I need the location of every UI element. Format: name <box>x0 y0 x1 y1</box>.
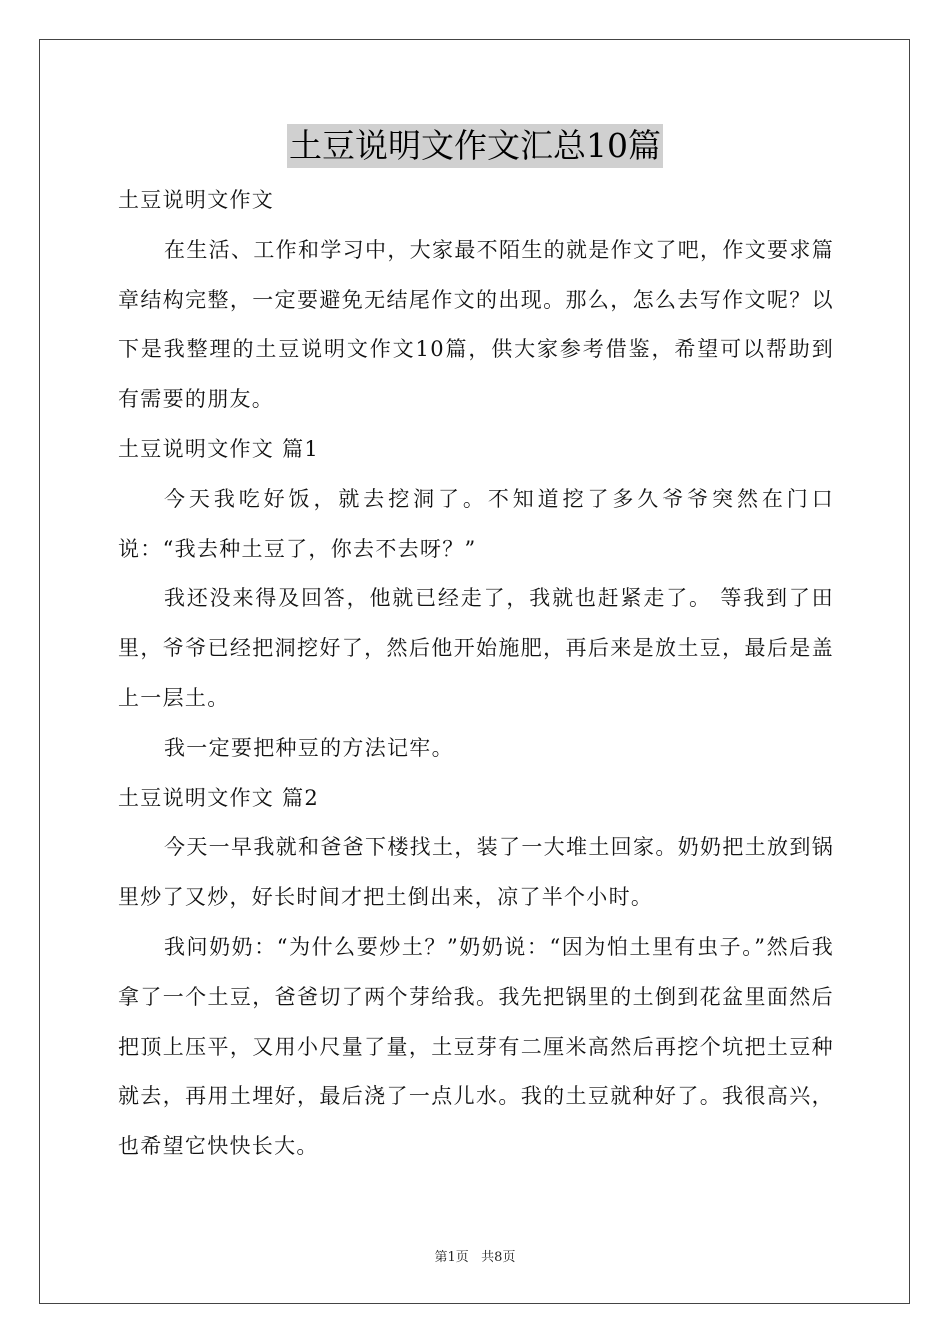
document-body <box>118 176 834 1172</box>
section-1-paragraph-1: 今天我吃好饭，就去挖洞了。不知道挖了多久爷爷突然在门口说：“我去种土豆了，你去不去呀？” <box>118 486 834 561</box>
section-heading-1: 土豆说明文作文 篇1 <box>118 436 320 461</box>
intro-heading: 土豆说明文作文 <box>118 188 275 212</box>
section-1-paragraph-3: 我一定要把种豆的方法记牢。 <box>164 735 454 760</box>
section-2-paragraph-2: 我问奶奶：“为什么要炒土？”奶奶说：“因为怕土里有虫子。”然后我拿了一个土豆，爸爸切了两个芽给我。我先把锅里的土倒到花盆里面然后把顶上压平，又用小尺量了量，土豆芽有二厘米高然后再挖个坑把土豆种就去，再用土埋好，最后浇了一点儿水。我的土豆就种好了。我很高兴，也希望它快快长大。 <box>118 934 834 1159</box>
section-1-paragraph-2: 我还没来得及回答，他就已经走了，我就也赶紧走了。 等我到了田里，爷爷已经把洞挖好了，然后他开始施肥，再后来是放土豆，最后是盖上一层土。 <box>118 586 834 710</box>
page-footer: 第1页 共8页 <box>434 1250 516 1265</box>
intro-paragraph: 在生活、工作和学习中，大家最不陌生的就是作文了吧，作文要求篇章结构完整，一定要避免无结尾作文的出现。那么，怎么去写作文呢？以下是我整理的土豆说明文作文10篇，供大家参考借鉴，希望可以帮助到有需要的朋友。 <box>118 237 834 412</box>
document-title: 土豆说明文作文汇总10篇 <box>287 124 663 168</box>
section-heading-2: 土豆说明文作文 篇2 <box>118 785 320 810</box>
title-container <box>0 124 950 168</box>
section-2-paragraph-1: 今天一早我就和爸爸下楼找土，装了一大堆土回家。奶奶把土放到锅里炒了又炒，好长时间才把土倒出来，凉了半个小时。 <box>118 835 834 910</box>
